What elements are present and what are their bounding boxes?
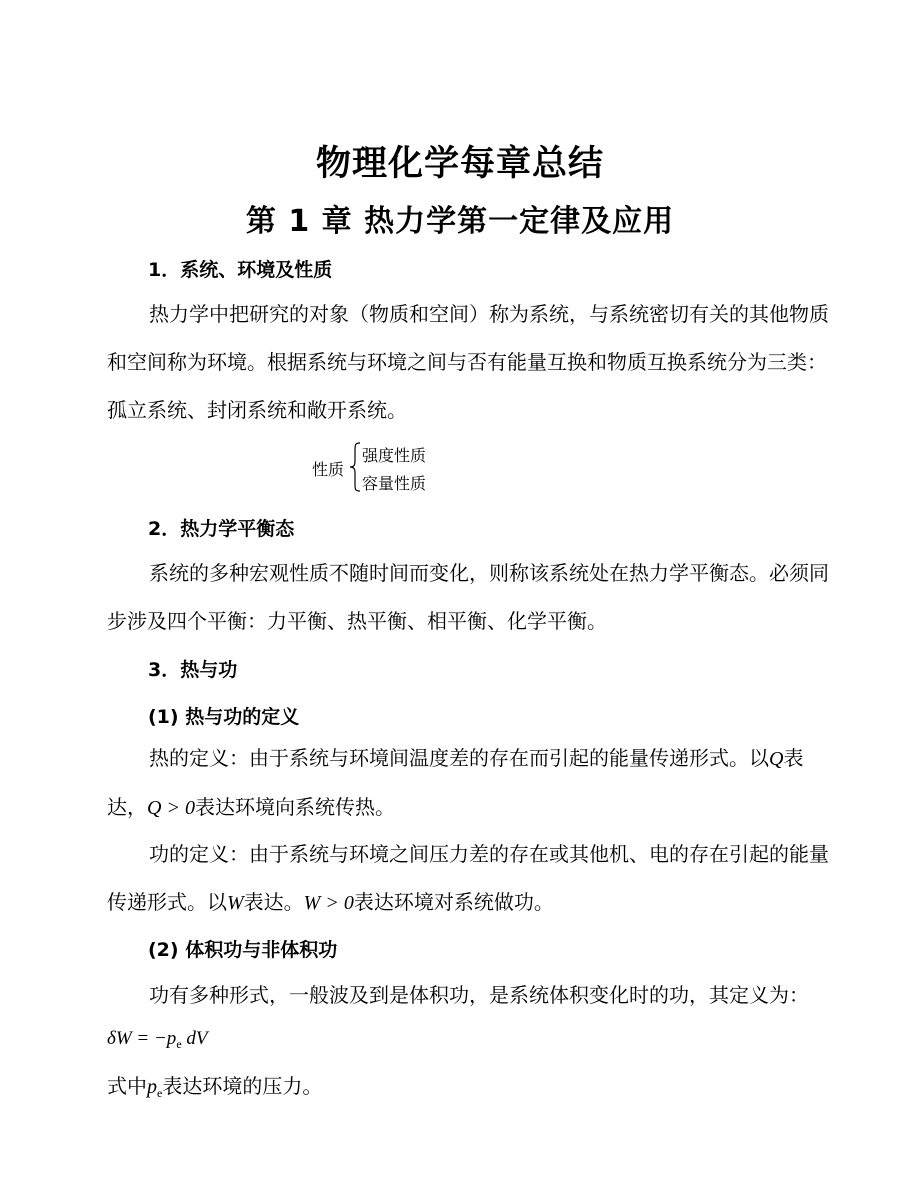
work-expression: W > 0: [303, 892, 354, 914]
volume-work-formula: [107, 1028, 208, 1052]
heat-expression: Q > 0: [147, 797, 195, 819]
section-2-text: 系统的多种宏观性质不随时间而变化，则称该系统处在热力学平衡态。必须同步涉及四个平衡：力平衡、热平衡、相平衡、化学平衡。: [107, 561, 829, 633]
subsection-heat-work-heading: (1) 热与功的定义: [148, 706, 300, 728]
note-text-a: 式中: [107, 1074, 147, 1098]
heat-symbol-q: Q: [769, 748, 784, 770]
note-symbol-p: p: [147, 1076, 157, 1098]
formula-right: dV: [181, 1028, 208, 1049]
work-text-a: 功的定义：由于系统与环境之间压力差的存在或其他机、电的存在引起的能量传递形式。以: [107, 842, 829, 914]
heat-definition-paragraph: [107, 734, 835, 832]
heat-text-b: 表达，: [107, 746, 804, 819]
volume-work-paragraph: [107, 971, 835, 1019]
note-subscript: e: [157, 1086, 163, 1100]
heat-text-a: 热的定义：由于系统与环境间温度差的存在而引起的能量传递形式。以: [149, 746, 769, 770]
note-text-b: 表达环境的压力。: [162, 1074, 323, 1098]
work-symbol-w: W: [227, 892, 244, 914]
section-1-paragraph: [107, 290, 835, 434]
section-3-heading: 3．热与功: [148, 659, 238, 681]
brace-icon: [349, 442, 361, 492]
heat-text-c: 表达环境向系统传热。: [194, 795, 395, 819]
section-1-heading: 1．系统、环境及性质: [148, 259, 333, 281]
work-definition-paragraph: [107, 830, 835, 927]
pressure-note-paragraph: [107, 1062, 835, 1117]
volume-work-text: 功有多种形式，一般波及到是体积功，是系统体积变化时的功，其定义为：: [149, 983, 809, 1007]
chapter-title: 第 1 章 热力学第一定律及应用: [245, 204, 675, 239]
document-title: 物理化学每章总结: [315, 144, 604, 184]
subsection-volume-work-heading: (2) 体积功与非体积功: [148, 939, 338, 961]
work-text-b: 表达。: [243, 890, 304, 914]
property-label: 性质: [312, 460, 345, 479]
property-option-intensive: 强度性质: [362, 446, 427, 465]
formula-left: δW = −p: [107, 1028, 177, 1049]
section-2-heading: 2．热力学平衡态: [148, 518, 295, 540]
property-option-extensive: 容量性质: [362, 474, 427, 493]
formula-subscript: e: [176, 1037, 182, 1051]
section-1-text: 热力学中把研究的对象（物质和空间）称为系统，与系统密切有关的其他物质和空间称为环境。根据系统与环境之间与否有能量互换和物质互换系统分为三类：孤立系统、封闭系统和敞开系统。: [107, 302, 829, 422]
work-text-c: 表达环境对系统做功。: [353, 890, 554, 914]
section-2-paragraph: [107, 549, 835, 645]
